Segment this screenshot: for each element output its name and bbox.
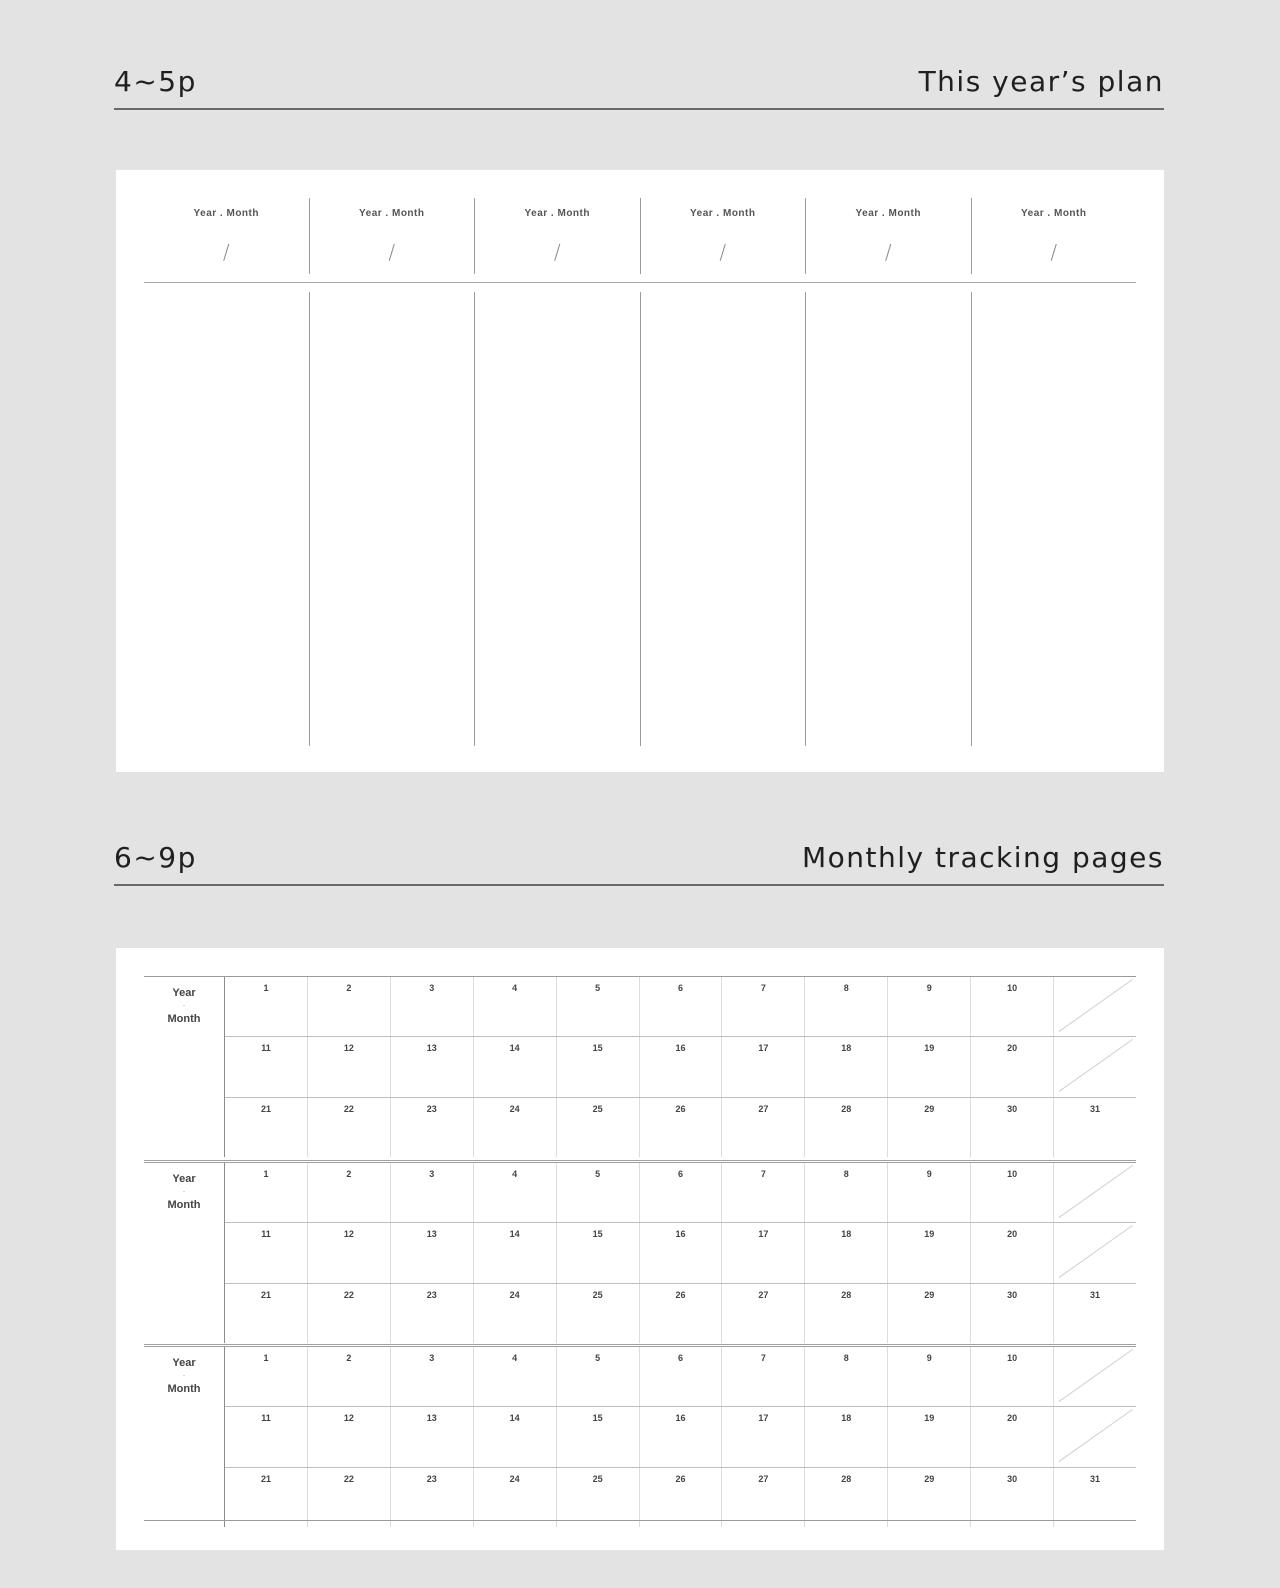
day-number: 29 — [924, 1103, 935, 1114]
block-month-label: Month — [167, 1383, 201, 1395]
day-number: 12 — [343, 1043, 354, 1054]
month-tracking-block — [144, 976, 1136, 1157]
day-number: 9 — [926, 983, 932, 993]
day-number: 1 — [263, 983, 269, 993]
day-number: 22 — [343, 1289, 354, 1300]
day-cell[interactable] — [805, 977, 888, 1036]
day-number: 13 — [426, 1229, 437, 1240]
day-number: 7 — [760, 983, 766, 993]
year-plan-column-header — [971, 198, 1137, 274]
day-number: 13 — [426, 1413, 437, 1424]
year-month-label: Year . Month — [690, 208, 756, 219]
month-label-cell — [144, 1347, 225, 1527]
day-cell[interactable] — [722, 1407, 805, 1466]
day-number: 14 — [509, 1413, 520, 1424]
day-cell[interactable] — [391, 1407, 474, 1466]
year-plan-column-header — [474, 198, 640, 274]
day-number: 28 — [841, 1289, 852, 1300]
day-cell[interactable] — [308, 1407, 391, 1466]
day-cell[interactable] — [391, 1284, 474, 1343]
year-plan-column-header — [309, 198, 475, 274]
day-number: 11 — [261, 1043, 271, 1054]
day-cell[interactable] — [971, 1347, 1054, 1406]
day-cell[interactable] — [474, 977, 557, 1036]
day-cell[interactable] — [888, 1223, 971, 1282]
day-cell[interactable] — [971, 1284, 1054, 1343]
day-number: 11 — [261, 1229, 271, 1240]
day-cell[interactable] — [971, 977, 1054, 1036]
day-cell[interactable] — [805, 1347, 888, 1406]
day-row — [225, 1468, 1136, 1527]
day-cell[interactable] — [557, 1098, 640, 1157]
diagonal-strike-icon — [1054, 1407, 1136, 1466]
year-month-label: Year . Month — [855, 208, 921, 219]
day-number: 11 — [261, 1413, 271, 1424]
month-label-cell — [144, 1163, 225, 1343]
day-row — [225, 1223, 1136, 1283]
day-cell[interactable] — [557, 1163, 640, 1222]
day-number: 18 — [841, 1229, 852, 1240]
day-number: 22 — [343, 1103, 354, 1114]
day-cell[interactable] — [1054, 1468, 1136, 1527]
day-cell[interactable] — [805, 1407, 888, 1466]
block-month-label: Month — [167, 1199, 201, 1211]
day-cell[interactable] — [971, 1163, 1054, 1222]
day-cell[interactable] — [391, 1347, 474, 1406]
day-cell[interactable] — [805, 1098, 888, 1157]
block-year-label: Year — [172, 1357, 196, 1369]
day-row — [225, 1037, 1136, 1097]
day-row — [225, 1407, 1136, 1467]
year-month-slash: / — [719, 240, 727, 264]
day-cell[interactable] — [225, 1098, 308, 1157]
day-cell[interactable] — [888, 1468, 971, 1527]
day-number: 19 — [924, 1043, 935, 1054]
day-number: 28 — [841, 1473, 852, 1484]
day-cell[interactable] — [805, 1468, 888, 1527]
year-plan-column — [971, 292, 1137, 746]
year-plan-page — [116, 170, 1164, 772]
day-number: 7 — [760, 1169, 766, 1179]
day-number: 2 — [346, 1353, 352, 1363]
day-cell[interactable] — [474, 1098, 557, 1157]
day-number: 10 — [1007, 1353, 1018, 1363]
day-number: 7 — [760, 1353, 766, 1363]
day-cell[interactable] — [722, 1037, 805, 1096]
day-number: 4 — [512, 983, 518, 993]
year-month-label: Year . Month — [1021, 208, 1087, 219]
day-row — [225, 1284, 1136, 1343]
day-number: 31 — [1090, 1473, 1101, 1484]
year-plan-column — [640, 292, 806, 746]
day-number: 23 — [426, 1103, 437, 1114]
year-plan-column — [805, 292, 971, 746]
day-cell[interactable] — [971, 1407, 1054, 1466]
day-number: 17 — [758, 1043, 769, 1054]
block-month-label: Month — [167, 1013, 201, 1025]
day-number: 14 — [509, 1043, 520, 1054]
day-cell[interactable] — [225, 1163, 308, 1222]
day-row — [225, 1098, 1136, 1157]
day-cell[interactable] — [805, 1223, 888, 1282]
year-month-label: Year . Month — [359, 208, 425, 219]
day-number: 3 — [429, 1169, 435, 1179]
day-number: 5 — [595, 1169, 601, 1179]
day-cell[interactable] — [888, 1407, 971, 1466]
day-number: 25 — [592, 1473, 603, 1484]
day-number: 8 — [843, 1353, 849, 1363]
day-number: 3 — [429, 1353, 435, 1363]
day-number: 1 — [263, 1169, 269, 1179]
day-cell[interactable] — [391, 1098, 474, 1157]
day-cell[interactable] — [474, 1468, 557, 1527]
day-cell[interactable] — [971, 1037, 1054, 1096]
day-number: 25 — [592, 1289, 603, 1300]
day-number: 17 — [758, 1229, 769, 1240]
month-tracking-block — [144, 1344, 1136, 1527]
day-number: 27 — [758, 1103, 769, 1114]
day-cell[interactable] — [722, 977, 805, 1036]
day-cell[interactable] — [722, 1098, 805, 1157]
day-cell[interactable] — [225, 1468, 308, 1527]
day-cell[interactable] — [557, 1223, 640, 1282]
day-number: 23 — [426, 1473, 437, 1484]
day-cell[interactable] — [225, 1284, 308, 1343]
day-cell[interactable] — [557, 1407, 640, 1466]
day-cell[interactable] — [640, 1347, 723, 1406]
day-number: 26 — [675, 1473, 686, 1484]
day-number: 16 — [675, 1229, 686, 1240]
year-plan-column-header — [144, 198, 309, 274]
day-cell[interactable] — [474, 1037, 557, 1096]
day-cell[interactable] — [640, 1098, 723, 1157]
day-number: 30 — [1007, 1289, 1018, 1300]
day-cell[interactable] — [308, 1347, 391, 1406]
year-month-slash: / — [553, 240, 561, 264]
day-number: 6 — [677, 1169, 683, 1179]
day-number: 18 — [841, 1413, 852, 1424]
day-number: 5 — [595, 1353, 601, 1363]
day-number: 16 — [675, 1043, 686, 1054]
day-number: 2 — [346, 983, 352, 993]
day-number: 6 — [677, 983, 683, 993]
day-cell[interactable] — [225, 1347, 308, 1406]
day-cell[interactable] — [640, 1284, 723, 1343]
diagonal-strike-icon — [1054, 1163, 1136, 1222]
day-number: 27 — [758, 1289, 769, 1300]
day-number: 24 — [509, 1473, 520, 1484]
day-cell[interactable] — [308, 1163, 391, 1222]
day-number: 6 — [677, 1353, 683, 1363]
unused-day-cell — [1054, 1037, 1136, 1096]
day-number: 10 — [1007, 983, 1018, 993]
day-number: 4 — [512, 1169, 518, 1179]
day-cell[interactable] — [474, 1347, 557, 1406]
day-row — [225, 977, 1136, 1037]
day-number: 3 — [429, 983, 435, 993]
day-number: 27 — [758, 1473, 769, 1484]
day-number: 8 — [843, 983, 849, 993]
day-number: 9 — [926, 1169, 932, 1179]
year-month-label: Year . Month — [524, 208, 590, 219]
day-number: 22 — [343, 1473, 354, 1484]
day-cell[interactable] — [557, 1468, 640, 1527]
day-number: 8 — [843, 1169, 849, 1179]
day-number: 1 — [263, 1353, 269, 1363]
day-cell[interactable] — [888, 1163, 971, 1222]
block-year-label: Year — [172, 987, 196, 999]
day-number: 16 — [675, 1413, 686, 1424]
day-number: 15 — [592, 1413, 603, 1424]
diagonal-strike-icon — [1054, 1223, 1136, 1282]
day-cell[interactable] — [308, 977, 391, 1036]
day-number: 29 — [924, 1289, 935, 1300]
day-number: 21 — [260, 1473, 271, 1484]
day-cell[interactable] — [557, 1347, 640, 1406]
monthly-tracking-page — [116, 948, 1164, 1550]
day-cell[interactable] — [391, 1223, 474, 1282]
day-cell[interactable] — [225, 977, 308, 1036]
section-page-number: 6~9p — [114, 841, 197, 874]
day-cell[interactable] — [722, 1347, 805, 1406]
day-number: 26 — [675, 1289, 686, 1300]
year-plan-column — [309, 292, 475, 746]
section-title: This year’s plan — [918, 65, 1164, 98]
block-separator: . — [182, 998, 186, 1008]
day-cell[interactable] — [640, 1037, 723, 1096]
day-cell[interactable] — [308, 1468, 391, 1527]
unused-day-cell — [1054, 1347, 1136, 1406]
day-row — [225, 1163, 1136, 1223]
day-number: 15 — [592, 1043, 603, 1054]
day-cell[interactable] — [1054, 1284, 1136, 1343]
day-cell[interactable] — [640, 977, 723, 1036]
day-cell[interactable] — [308, 1098, 391, 1157]
day-cell[interactable] — [474, 1407, 557, 1466]
day-cell[interactable] — [557, 1037, 640, 1096]
day-number: 10 — [1007, 1169, 1018, 1179]
day-number: 19 — [924, 1413, 935, 1424]
day-number: 14 — [509, 1229, 520, 1240]
day-cell[interactable] — [391, 1468, 474, 1527]
day-cell[interactable] — [640, 1407, 723, 1466]
day-cell[interactable] — [971, 1223, 1054, 1282]
day-number: 31 — [1090, 1103, 1101, 1114]
day-number: 21 — [260, 1289, 271, 1300]
block-separator: . — [182, 1368, 186, 1378]
day-number: 17 — [758, 1413, 769, 1424]
diagonal-strike-icon — [1054, 1037, 1136, 1096]
section-header-tracking — [114, 832, 1164, 886]
day-number: 4 — [512, 1353, 518, 1363]
day-number: 20 — [1007, 1413, 1018, 1424]
day-number: 23 — [426, 1289, 437, 1300]
day-cell[interactable] — [557, 1284, 640, 1343]
day-cell[interactable] — [888, 1347, 971, 1406]
day-number: 2 — [346, 1169, 352, 1179]
day-cell[interactable] — [722, 1284, 805, 1343]
day-row — [225, 1347, 1136, 1407]
day-cell[interactable] — [888, 1098, 971, 1157]
year-plan-header-row — [144, 198, 1136, 274]
day-cell[interactable] — [888, 1284, 971, 1343]
month-tracking-block — [144, 1160, 1136, 1343]
day-number: 13 — [426, 1043, 437, 1054]
day-cell[interactable] — [225, 1407, 308, 1466]
unused-day-cell — [1054, 977, 1136, 1036]
day-number: 18 — [841, 1043, 852, 1054]
day-number: 12 — [343, 1229, 354, 1240]
year-month-slash: / — [884, 240, 892, 264]
block-year-label: Year — [172, 1173, 196, 1185]
year-plan-column — [144, 292, 309, 746]
year-plan-column — [474, 292, 640, 746]
day-cell[interactable] — [722, 1468, 805, 1527]
day-cell[interactable] — [308, 1284, 391, 1343]
section-header-plan — [114, 56, 1164, 110]
unused-day-cell — [1054, 1163, 1136, 1222]
day-cell[interactable] — [640, 1223, 723, 1282]
day-cell[interactable] — [391, 977, 474, 1036]
day-number: 31 — [1090, 1289, 1101, 1300]
month-label-cell — [144, 977, 225, 1157]
day-cell[interactable] — [308, 1223, 391, 1282]
block-separator: . — [182, 1184, 186, 1194]
day-cell[interactable] — [1054, 1098, 1136, 1157]
day-cell[interactable] — [805, 1163, 888, 1222]
day-cell[interactable] — [888, 977, 971, 1036]
diagonal-strike-icon — [1054, 1347, 1136, 1406]
year-month-slash: / — [388, 240, 396, 264]
day-number: 5 — [595, 983, 601, 993]
year-plan-column-header — [805, 198, 971, 274]
day-cell[interactable] — [640, 1468, 723, 1527]
day-number: 24 — [509, 1289, 520, 1300]
diagonal-strike-icon — [1054, 977, 1136, 1036]
day-cell[interactable] — [391, 1163, 474, 1222]
day-number: 12 — [343, 1413, 354, 1424]
day-cell[interactable] — [474, 1163, 557, 1222]
day-cell[interactable] — [557, 977, 640, 1036]
day-cell[interactable] — [474, 1223, 557, 1282]
day-number: 25 — [592, 1103, 603, 1114]
day-cell[interactable] — [888, 1037, 971, 1096]
day-cell[interactable] — [391, 1037, 474, 1096]
tracking-bottom-rule — [144, 1520, 1136, 1521]
day-cell[interactable] — [225, 1223, 308, 1282]
day-cell[interactable] — [971, 1098, 1054, 1157]
day-cell[interactable] — [805, 1037, 888, 1096]
section-page-number: 4~5p — [114, 65, 197, 98]
year-month-slash: / — [1050, 240, 1058, 264]
day-number: 30 — [1007, 1103, 1018, 1114]
year-plan-column-header — [640, 198, 806, 274]
day-cell[interactable] — [474, 1284, 557, 1343]
day-cell[interactable] — [722, 1223, 805, 1282]
day-number: 9 — [926, 1353, 932, 1363]
day-number: 26 — [675, 1103, 686, 1114]
day-cell[interactable] — [640, 1163, 723, 1222]
day-cell[interactable] — [805, 1284, 888, 1343]
day-cell[interactable] — [308, 1037, 391, 1096]
day-number: 20 — [1007, 1043, 1018, 1054]
unused-day-cell — [1054, 1407, 1136, 1466]
day-cell[interactable] — [971, 1468, 1054, 1527]
day-cell[interactable] — [722, 1163, 805, 1222]
day-cell[interactable] — [225, 1037, 308, 1096]
unused-day-cell — [1054, 1223, 1136, 1282]
day-number: 29 — [924, 1473, 935, 1484]
year-month-slash: / — [222, 240, 230, 264]
day-number: 21 — [260, 1103, 271, 1114]
section-title: Monthly tracking pages — [802, 841, 1164, 874]
day-number: 24 — [509, 1103, 520, 1114]
day-number: 20 — [1007, 1229, 1018, 1240]
day-number: 30 — [1007, 1473, 1018, 1484]
day-number: 19 — [924, 1229, 935, 1240]
year-plan-columns — [144, 292, 1136, 746]
year-month-label: Year . Month — [193, 208, 259, 219]
day-number: 15 — [592, 1229, 603, 1240]
year-plan-divider — [144, 282, 1136, 283]
day-number: 28 — [841, 1103, 852, 1114]
